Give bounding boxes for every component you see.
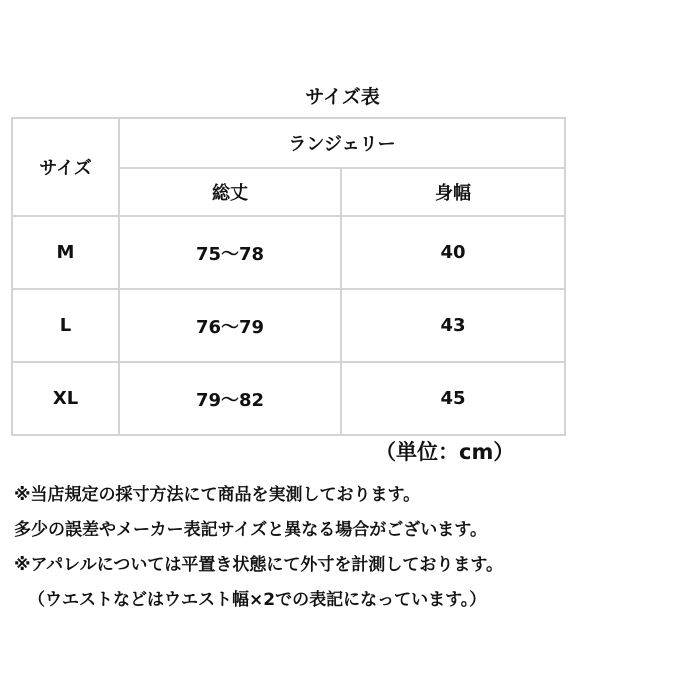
table-row: [12, 216, 565, 289]
table-row: [12, 289, 565, 362]
group-header-lingerie: ランジェリー: [119, 118, 565, 168]
note-line: （ウエストなどはウエスト幅×2での表記になっています。）: [28, 590, 487, 610]
size-table: [11, 117, 566, 436]
width-cell: 43: [341, 289, 565, 362]
size-cell: M: [12, 216, 119, 289]
length-cell: 76～79: [119, 289, 341, 362]
size-column-header: サイズ: [12, 118, 119, 216]
column-header-length: 総丈: [119, 168, 341, 216]
length-cell: 75～78: [119, 216, 341, 289]
table-header-row: [12, 118, 565, 168]
size-cell: XL: [12, 362, 119, 435]
table-row: [12, 362, 565, 435]
length-cell: 79～82: [119, 362, 341, 435]
width-cell: 45: [341, 362, 565, 435]
page-title: サイズ表: [305, 86, 380, 108]
column-header-width: 身幅: [341, 168, 565, 216]
note-line: ※当店規定の採寸方法にて商品を実測しております。: [14, 485, 421, 505]
width-cell: 40: [341, 216, 565, 289]
size-cell: L: [12, 289, 119, 362]
note-line: ※アパレルについては平置き状態にて外寸を計測しております。: [14, 555, 504, 575]
unit-label: （単位：cm）: [375, 440, 515, 464]
note-line: 多少の誤差やメーカー表記サイズと異なる場合がございます。: [14, 520, 487, 540]
notes: [14, 485, 694, 625]
